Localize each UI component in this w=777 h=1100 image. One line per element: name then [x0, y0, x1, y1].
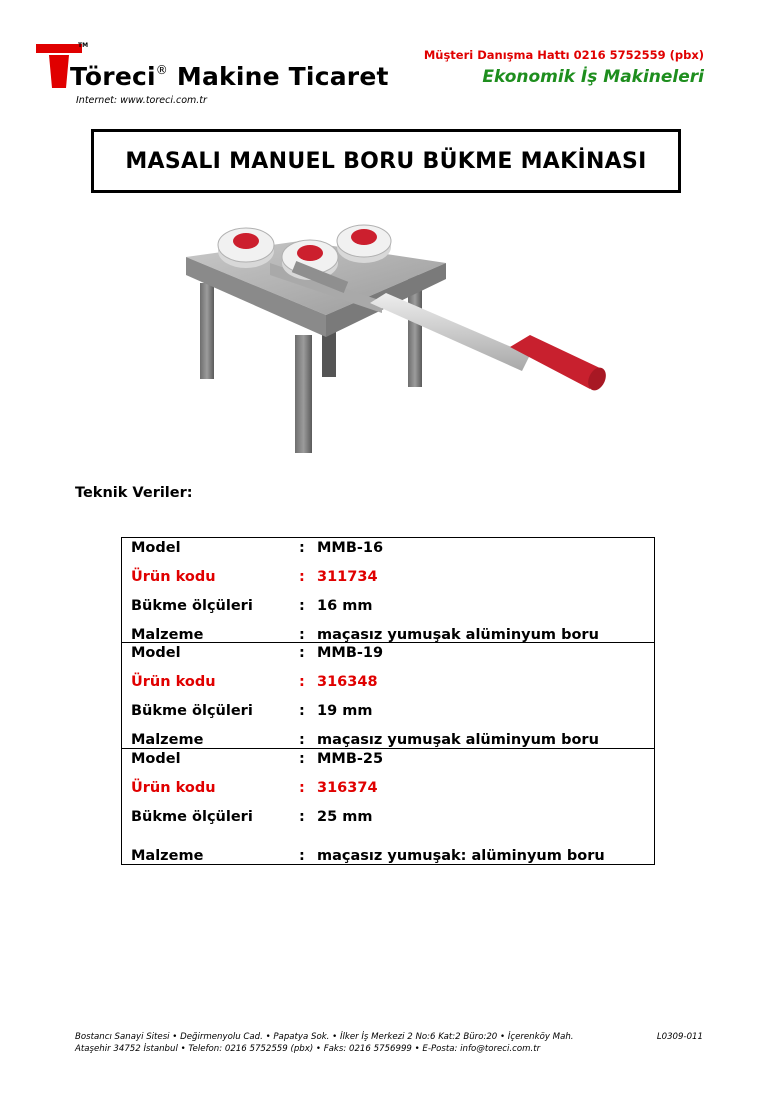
model-label: Model	[131, 540, 181, 556]
bend-size-label: Bükme ölçüleri	[131, 598, 253, 614]
material-value: maçasız yumuşak: alüminyum boru	[317, 848, 605, 864]
colon: :	[299, 780, 305, 796]
product-code-value: 311734	[317, 569, 378, 585]
document-code: L0309-011	[656, 1032, 703, 1042]
model-value: MMB-25	[317, 751, 384, 767]
material-value: maçasız yumuşak alüminyum boru	[317, 627, 599, 643]
product-code-label: Ürün kodu	[131, 674, 216, 690]
model-value: MMB-19	[317, 645, 384, 661]
colon: :	[299, 627, 305, 643]
model-label: Model	[131, 645, 181, 661]
material-label: Malzeme	[131, 848, 204, 864]
product-code-row	[122, 674, 654, 694]
title-box	[91, 129, 681, 193]
product-code-label: Ürün kodu	[131, 780, 216, 796]
pipe-bender-machine-image	[150, 205, 622, 463]
product-code-row	[122, 780, 654, 800]
bend-size-value: 19 mm	[317, 703, 373, 719]
colon: :	[299, 809, 305, 825]
bend-size-row	[122, 703, 654, 723]
footer-address-line-1: Bostancı Sanayi Sitesi • Değirmenyolu Cad. • Papatya Sok. • İlker İş Merkezi 2 No:6 Kat:2 Büro:20 • İçerenköy Mah.	[75, 1032, 574, 1042]
model-row	[122, 751, 654, 771]
footer-address-line-2: Ataşehir 34752 İstanbul • Telefon: 0216 5752559 (pbx) • Faks: 0216 5756999 • E-Posta: info@toreci.com.tr	[75, 1044, 541, 1054]
colon: :	[299, 732, 305, 748]
registered-mark: ®	[155, 62, 168, 77]
spec-block-mmb-19	[121, 643, 655, 749]
company-slogan: Ekonomik İş Makineleri	[482, 67, 704, 87]
colon: :	[299, 674, 305, 690]
bend-size-row	[122, 809, 654, 829]
colon: :	[299, 751, 305, 767]
spec-block-mmb-16	[121, 537, 655, 643]
colon: :	[299, 598, 305, 614]
model-row	[122, 645, 654, 665]
website-url[interactable]: Internet: www.toreci.com.tr	[76, 95, 207, 106]
product-code-row	[122, 569, 654, 589]
model-value: MMB-16	[317, 540, 384, 556]
bend-size-value: 16 mm	[317, 598, 373, 614]
spec-table	[121, 537, 655, 865]
technical-data-heading: Teknik Veriler:	[75, 485, 193, 501]
customer-hotline: Müşteri Danışma Hattı 0216 5752559 (pbx)	[423, 48, 704, 62]
colon: :	[299, 569, 305, 585]
colon: :	[299, 703, 305, 719]
spec-block-mmb-25	[121, 749, 655, 865]
bend-size-value: 25 mm	[317, 809, 373, 825]
colon: :	[299, 848, 305, 864]
brand-suffix: Makine Ticaret	[167, 62, 389, 91]
brand-name: Töreci	[70, 62, 156, 91]
trademark-symbol: TM	[78, 42, 89, 49]
model-label: Model	[131, 751, 181, 767]
product-code-label: Ürün kodu	[131, 569, 216, 585]
model-row	[122, 540, 654, 560]
colon: :	[299, 645, 305, 661]
product-code-value: 316374	[317, 780, 378, 796]
bend-size-row	[122, 598, 654, 618]
document-title: MASALI MANUEL BORU BÜKME MAKİNASI	[125, 148, 647, 174]
colon: :	[299, 540, 305, 556]
bend-size-label: Bükme ölçüleri	[131, 703, 253, 719]
material-value: maçasız yumuşak alüminyum boru	[317, 732, 599, 748]
material-label: Malzeme	[131, 732, 204, 748]
material-label: Malzeme	[131, 627, 204, 643]
product-code-value: 316348	[317, 674, 378, 690]
material-row	[122, 848, 654, 868]
company-name	[70, 62, 389, 91]
bend-size-label: Bükme ölçüleri	[131, 809, 253, 825]
